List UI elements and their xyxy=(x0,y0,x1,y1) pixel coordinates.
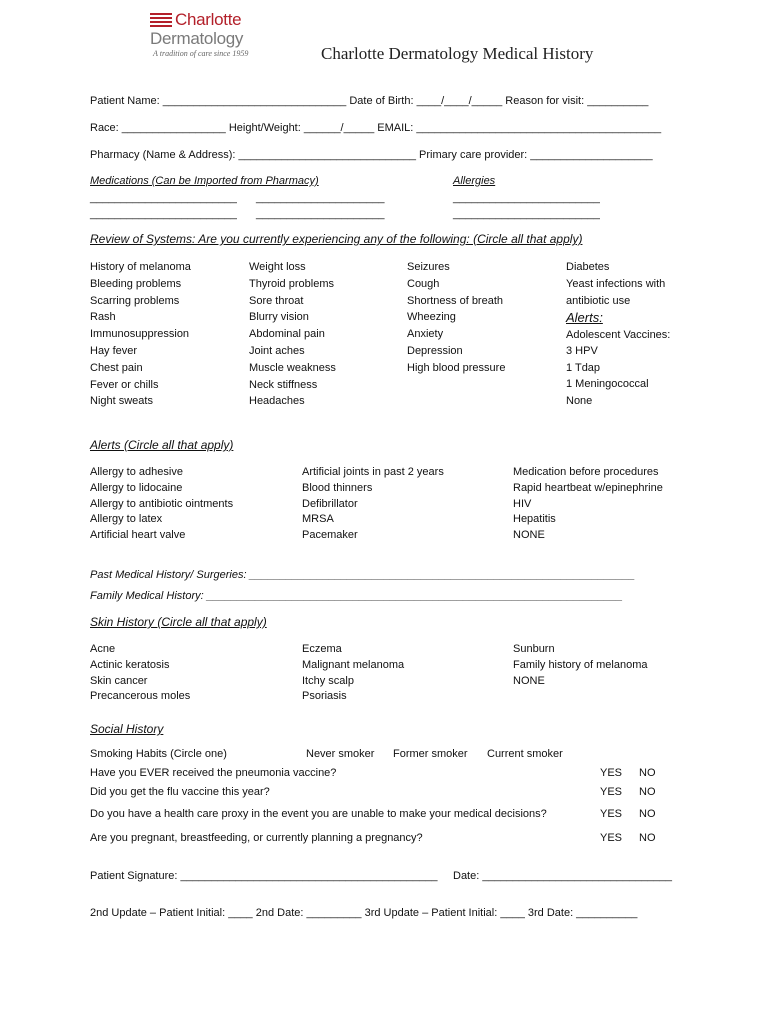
alert-item[interactable]: Hepatitis xyxy=(513,513,556,526)
skin-col-2 xyxy=(302,642,404,705)
alert-item[interactable]: Allergy to latex xyxy=(90,513,163,526)
review-item[interactable]: Fever or chills xyxy=(90,378,159,391)
alert-item[interactable]: Allergy to adhesive xyxy=(90,466,183,478)
alert-item[interactable]: MRSA xyxy=(302,513,334,526)
alert-item[interactable]: Medication before procedures xyxy=(513,466,659,478)
logo-tagline: A tradition of care since 1959 xyxy=(153,49,249,58)
alerts-col-1 xyxy=(90,465,233,544)
review-item[interactable]: Hay fever xyxy=(90,344,138,357)
answer-yes[interactable]: YES xyxy=(600,808,623,820)
review-col-3 xyxy=(407,259,505,377)
answer-no[interactable]: NO xyxy=(639,808,656,820)
review-col-1 xyxy=(90,259,191,410)
vaccine-item[interactable]: 1 Tdap xyxy=(566,361,601,374)
skin-item[interactable]: Psoriasis xyxy=(302,690,347,703)
answer-no[interactable]: NO xyxy=(639,786,656,798)
alert-item[interactable]: Pacemaker xyxy=(302,529,358,542)
review-item[interactable]: Joint aches xyxy=(249,344,305,357)
review-item[interactable]: Scarring problems xyxy=(90,294,180,307)
question-pneumonia: Have you EVER received the pneumonia vaccine? xyxy=(90,767,337,779)
review-item[interactable]: Night sweats xyxy=(90,395,153,408)
alert-item[interactable]: NONE xyxy=(513,529,545,542)
allergy-blank-2[interactable]: ________________________ xyxy=(453,208,600,220)
review-item[interactable]: Yeast infections with xyxy=(566,277,666,290)
alert-item[interactable]: Rapid heartbeat w/epinephrine xyxy=(513,481,663,494)
family-medical-history-field[interactable]: Family Medical History: ____________________________________________________________________ xyxy=(90,590,623,602)
review-item[interactable]: Muscle weakness xyxy=(249,361,336,374)
review-item[interactable]: Rash xyxy=(90,311,116,324)
field-row-pharmacy[interactable]: Pharmacy (Name & Address): _____________________________ Primary care provider: ____________________ xyxy=(90,149,653,161)
vaccine-item[interactable]: 3 HPV xyxy=(566,345,598,358)
review-col-4-vaccines xyxy=(566,327,670,409)
skin-item[interactable]: Precancerous moles xyxy=(90,690,191,703)
answer-yes[interactable]: YES xyxy=(600,832,623,844)
review-item[interactable]: Depression xyxy=(407,344,463,357)
past-medical-history-field[interactable]: Past Medical History/ Surgeries: _______________________________________________________________ xyxy=(90,569,635,581)
smoking-option-former[interactable]: Former smoker xyxy=(393,748,468,760)
smoking-label: Smoking Habits (Circle one) xyxy=(90,748,227,760)
skin-item[interactable]: Sunburn xyxy=(513,643,555,655)
review-item[interactable]: Weight loss xyxy=(249,261,306,273)
review-item[interactable]: Diabetes xyxy=(566,261,610,273)
medication-blank-3[interactable]: ________________________ xyxy=(90,208,237,220)
answer-no[interactable]: NO xyxy=(639,832,656,844)
allergies-heading: Allergies xyxy=(453,175,496,187)
alert-item[interactable]: HIV xyxy=(513,497,532,510)
review-item[interactable]: Thyroid problems xyxy=(249,277,334,290)
alerts-col-2 xyxy=(302,465,444,544)
question-pregnancy: Are you pregnant, breastfeeding, or currently planning a pregnancy? xyxy=(90,832,423,844)
review-item[interactable]: Sore throat xyxy=(249,294,304,307)
skin-item[interactable]: Eczema xyxy=(302,643,342,655)
medication-blank-2[interactable]: _____________________ xyxy=(256,192,385,204)
skin-item[interactable]: Skin cancer xyxy=(90,674,148,687)
answer-yes[interactable]: YES xyxy=(600,786,623,798)
skin-item[interactable]: Actinic keratosis xyxy=(90,658,170,671)
smoking-option-never[interactable]: Never smoker xyxy=(306,748,375,760)
skin-col-3 xyxy=(513,642,648,689)
logo-line1: Charlotte xyxy=(175,10,242,29)
review-heading: Review of Systems: Are you currently experiencing any of the following: (Circle all that apply) xyxy=(90,232,583,246)
review-item[interactable]: High blood pressure xyxy=(407,361,506,374)
review-item[interactable]: Blurry vision xyxy=(249,311,309,324)
medications-heading: Medications (Can be Imported from Pharmacy) xyxy=(90,175,319,187)
review-col-2 xyxy=(249,259,336,410)
alerts-heading: Alerts (Circle all that apply) xyxy=(90,438,234,452)
skin-col-1 xyxy=(90,642,190,705)
alert-item[interactable]: Artificial joints in past 2 years xyxy=(302,466,444,478)
alert-item[interactable]: Blood thinners xyxy=(302,481,373,494)
review-item[interactable]: Headaches xyxy=(249,395,305,408)
field-row-race[interactable]: Race: _________________ Height/Weight: ______/_____ EMAIL: ________________________________________ xyxy=(90,122,662,134)
skin-item[interactable]: Itchy scalp xyxy=(302,674,354,687)
field-row-patient[interactable]: Patient Name: ______________________________ Date of Birth: ____/____/_____ Reason for visit: __________ xyxy=(90,95,649,107)
skin-item[interactable]: Family history of melanoma xyxy=(513,658,648,671)
review-item[interactable]: Neck stiffness xyxy=(249,378,318,391)
review-alerts-label: Alerts: xyxy=(566,310,603,325)
review-item[interactable]: antibiotic use xyxy=(566,294,631,307)
vaccine-item[interactable]: 1 Meningococcal xyxy=(566,378,649,391)
patient-signature-field[interactable]: Patient Signature: __________________________________________ xyxy=(90,870,438,882)
social-heading: Social History xyxy=(90,722,164,736)
review-item[interactable]: Bleeding problems xyxy=(90,277,182,290)
alert-item[interactable]: Allergy to lidocaine xyxy=(90,481,183,494)
skin-item[interactable]: NONE xyxy=(513,674,545,687)
skin-heading: Skin History (Circle all that apply) xyxy=(90,615,267,629)
logo-line2: Dermatology xyxy=(150,29,244,48)
review-item[interactable]: Anxiety xyxy=(407,328,444,341)
review-item[interactable]: Chest pain xyxy=(90,361,143,374)
logo-mark-icon xyxy=(150,13,172,30)
review-item[interactable]: Shortness of breath xyxy=(407,294,504,307)
alert-item[interactable]: Allergy to antibiotic ointments xyxy=(90,497,234,510)
question-flu: Did you get the flu vaccine this year? xyxy=(90,786,270,798)
page-title: Charlotte Dermatology Medical History xyxy=(321,44,594,63)
alert-item[interactable]: Defibrillator xyxy=(302,497,358,510)
medication-blank-1[interactable]: ________________________ xyxy=(90,192,237,204)
skin-item[interactable]: Acne xyxy=(90,643,116,655)
vaccine-item[interactable]: None xyxy=(566,394,593,407)
alerts-col-3 xyxy=(513,465,663,544)
skin-item[interactable]: Malignant melanoma xyxy=(302,658,405,671)
smoking-option-current[interactable]: Current smoker xyxy=(487,748,563,760)
question-proxy: Do you have a health care proxy in the event you are unable to make your medical decisions? xyxy=(90,808,547,820)
alert-item[interactable]: Artificial heart valve xyxy=(90,529,186,542)
vaccine-item: Adolescent Vaccines: xyxy=(566,329,671,341)
review-col-4 xyxy=(566,259,665,309)
review-item[interactable]: Wheezing xyxy=(407,311,456,324)
allergy-blank-1[interactable]: ________________________ xyxy=(453,192,600,204)
review-item[interactable]: Abdominal pain xyxy=(249,328,325,341)
answer-yes[interactable]: YES xyxy=(600,767,623,779)
answer-no[interactable]: NO xyxy=(639,767,656,779)
review-item[interactable]: Cough xyxy=(407,277,440,290)
medication-blank-4[interactable]: _____________________ xyxy=(256,208,385,220)
update-initials-row[interactable]: 2nd Update – Patient Initial: ____ 2nd Date: _________ 3rd Update – Patient Initial: ____ 3rd Date: __________ xyxy=(90,907,638,919)
review-item[interactable]: History of melanoma xyxy=(90,261,191,273)
review-item[interactable]: Seizures xyxy=(407,261,450,273)
review-item[interactable]: Immunosuppression xyxy=(90,328,190,341)
signature-date-field[interactable]: Date: _______________________________ xyxy=(453,870,672,882)
